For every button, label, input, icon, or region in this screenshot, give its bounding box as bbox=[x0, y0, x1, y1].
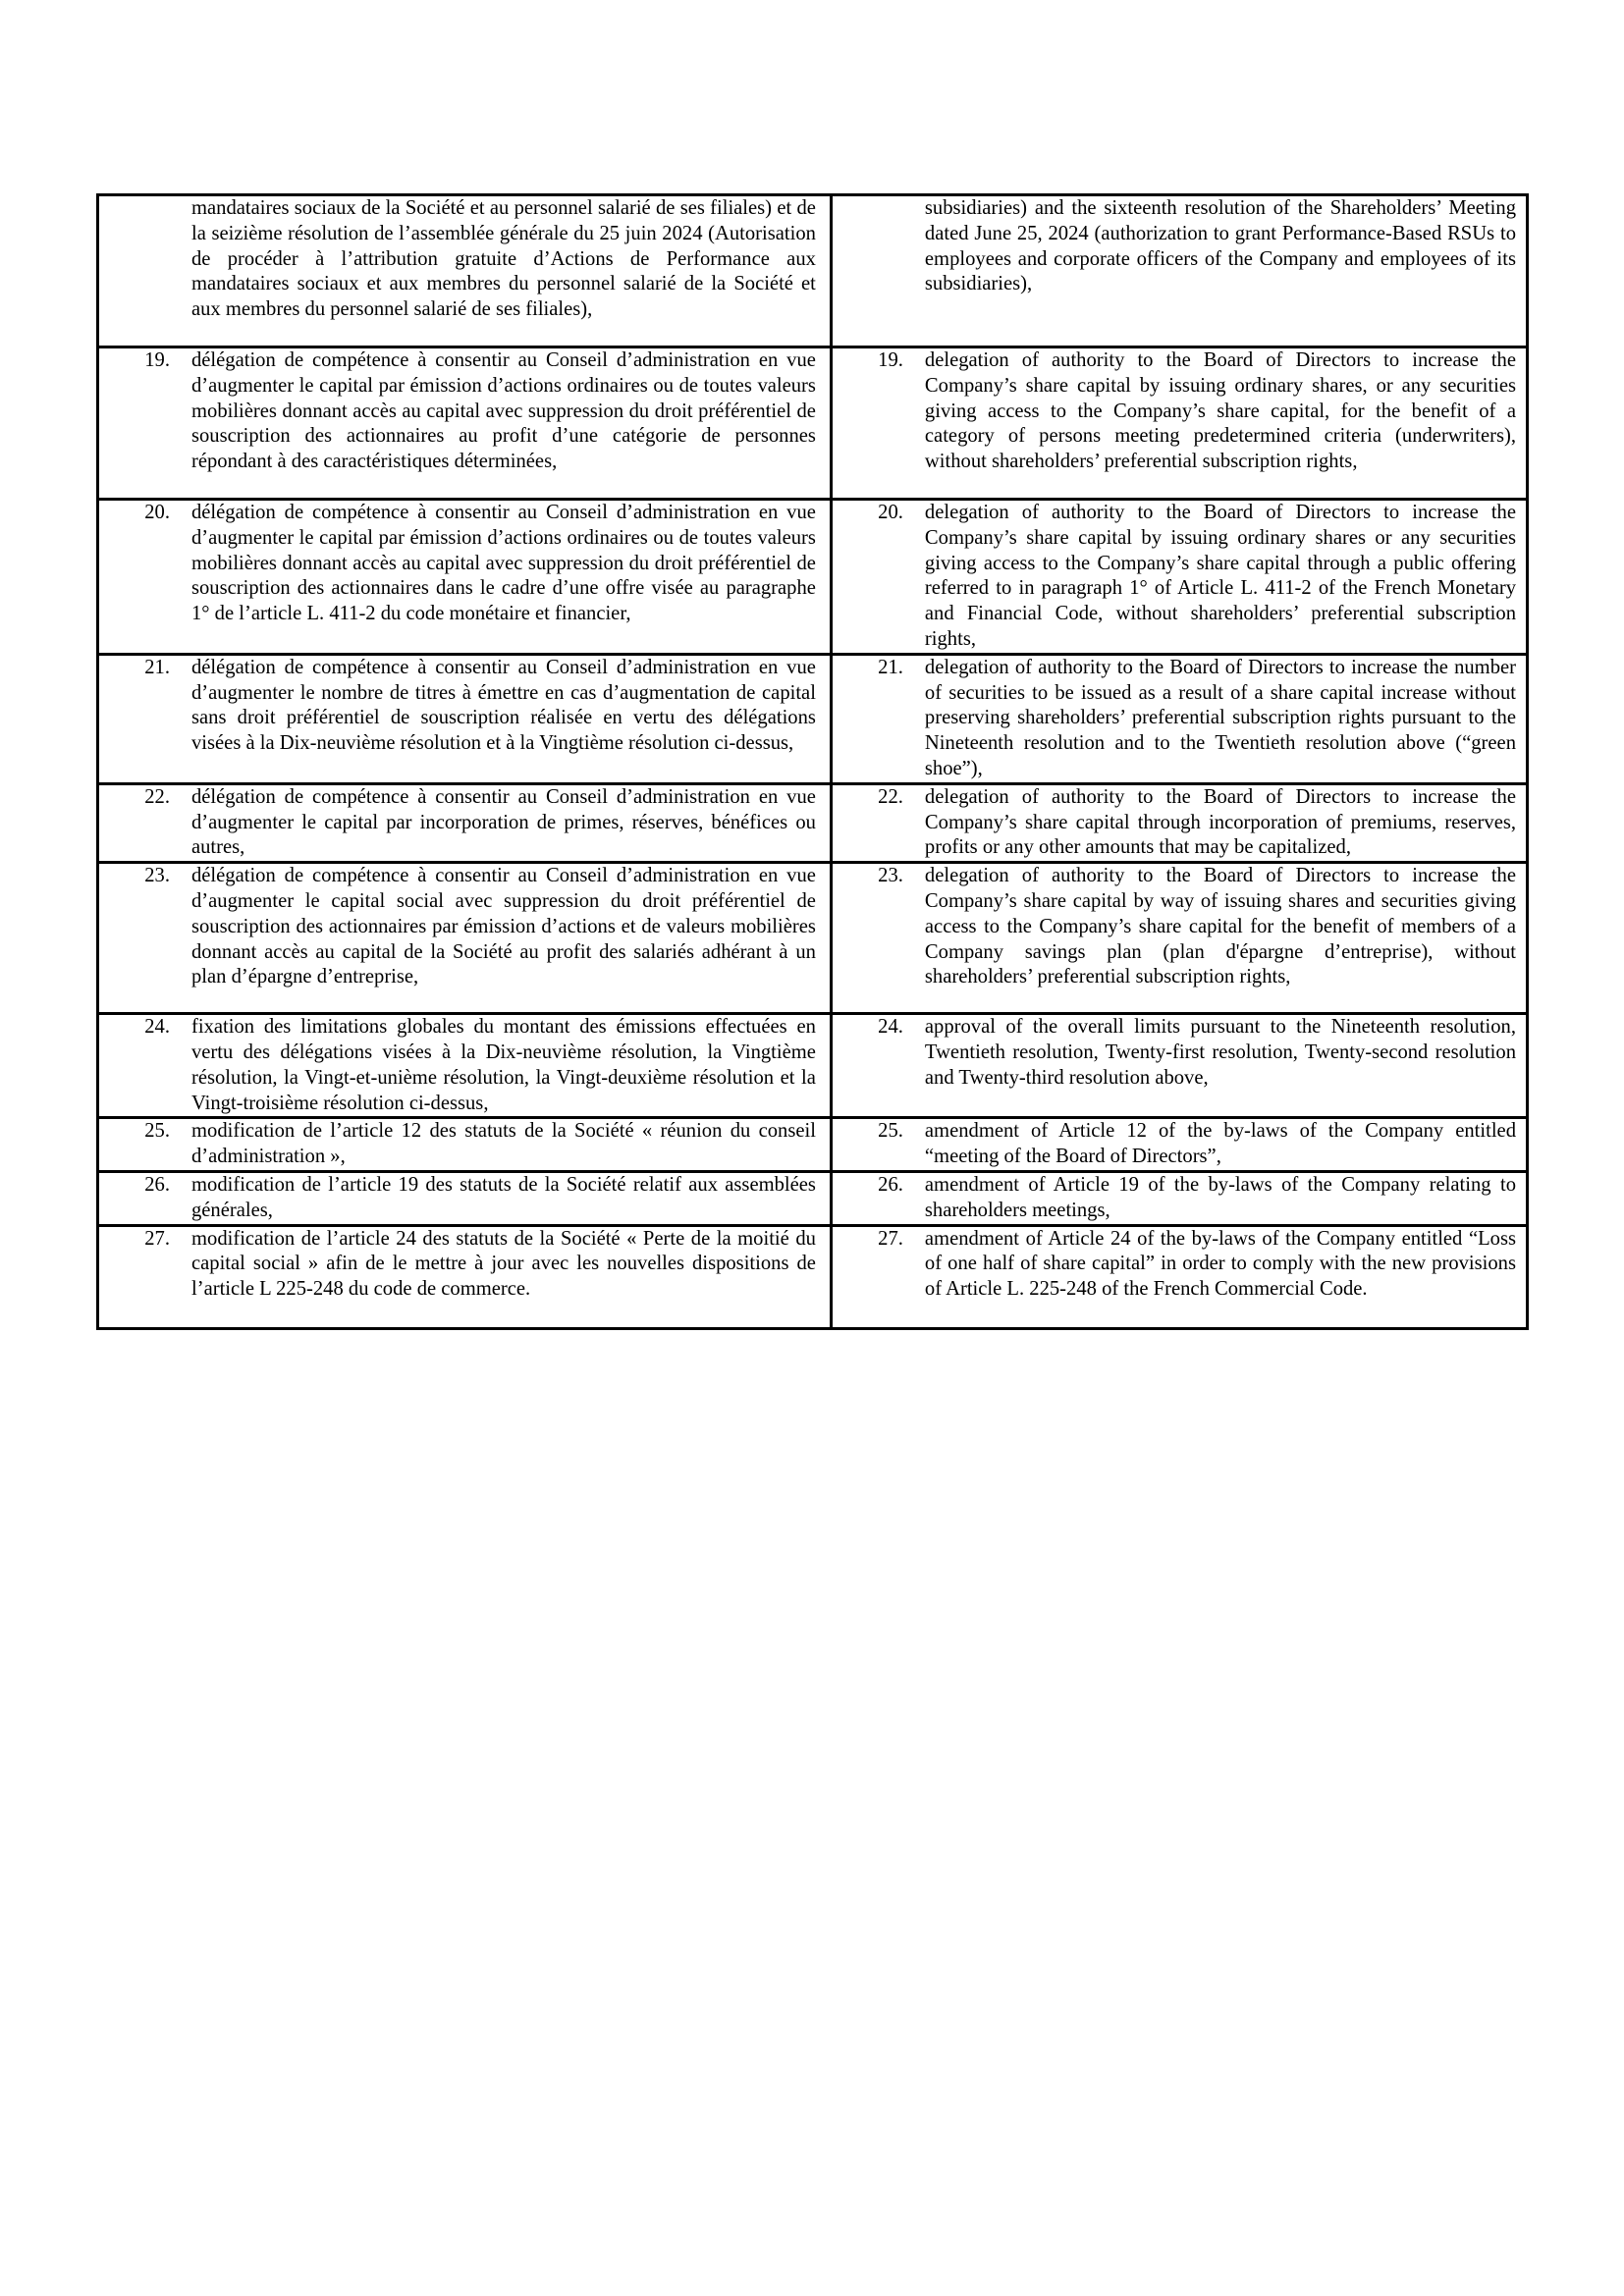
english-cell bbox=[831, 1225, 1527, 1328]
english-text: delegation of authority to the Board of Directors to increase the Company’s share capital through incorporation of premiums, reserves, profits or any other amounts that may be capitalized, bbox=[924, 785, 1516, 859]
resolution-number: 21. bbox=[878, 656, 903, 678]
french-cell bbox=[98, 1014, 832, 1118]
resolution-number: 23. bbox=[878, 865, 903, 887]
table-row bbox=[98, 1225, 1528, 1328]
resolution-number: 26. bbox=[144, 1173, 170, 1196]
french-text: délégation de compétence à consentir au Conseil d’administration en vue d’augmenter le capital par incorporation de primes, réserves, bénéfices ou autres, bbox=[191, 785, 816, 859]
resolution-number: 27. bbox=[144, 1227, 170, 1250]
french-text: modification de l’article 19 des statuts de la Société relatif aux assemblées générales, bbox=[191, 1173, 816, 1221]
table-row bbox=[98, 195, 1528, 347]
table-row bbox=[98, 863, 1528, 1014]
table-row bbox=[98, 1171, 1528, 1225]
french-cell bbox=[98, 1225, 832, 1328]
english-cell bbox=[831, 783, 1527, 862]
english-cell bbox=[831, 1118, 1527, 1172]
resolution-number: 21. bbox=[144, 656, 170, 678]
french-text: fixation des limitations globales du montant des émissions effectuées en vertu des délégations visées à la Dix-neuvième résolution, la Vingtième résolution, la Vingt-et-unième résolution, la Vingt-deuxième résolution et la Vingt-troisième résolution ci-dessus, bbox=[191, 1016, 816, 1114]
french-text: délégation de compétence à consentir au Conseil d’administration en vue d’augmenter le capital par émission d’actions ordinaires ou de toutes valeurs mobilières donnant accès au capital avec suppression du droit préférentiel de souscription des actionnaires au profit d’une catégorie de personnes répondant à des caractéristiques déterminées, bbox=[191, 349, 816, 473]
resolution-number: 20. bbox=[144, 502, 170, 523]
resolution-number bbox=[833, 196, 925, 297]
resolution-number: 23. bbox=[144, 865, 170, 887]
resolution-number: 26. bbox=[878, 1173, 903, 1196]
french-cell bbox=[98, 1118, 832, 1172]
table-row bbox=[98, 347, 1528, 500]
english-cell bbox=[831, 1014, 1527, 1118]
resolution-number: 19. bbox=[878, 349, 903, 371]
english-text: subsidiaries) and the sixteenth resolution of the Shareholders’ Meeting dated June 25, 2024 (authorization to grant Performance-Based RSUs to employees and corporate officers of the Company and employees of its subsidiaries), bbox=[924, 197, 1516, 295]
english-cell bbox=[831, 654, 1527, 783]
english-text: delegation of authority to the Board of Directors to increase the Company’s share capital by issuing ordinary shares or any securities giving access to the Company’s share capital through a public offering referred to in paragraph 1° of Article L. 411-2 of the French Monetary and Financial Code, without shareholders’ preferential subscription rights, bbox=[924, 502, 1516, 650]
french-cell bbox=[98, 347, 832, 500]
resolution-number: 22. bbox=[144, 785, 170, 808]
english-cell bbox=[831, 195, 1527, 347]
french-text: délégation de compétence à consentir au Conseil d’administration en vue d’augmenter le capital social avec suppression du droit préférentiel de souscription des actionnaires par émission d’actions et de valeurs mobilières donnant accès au capital de la Société au profit des salariés adhérant à un plan d’épargne d’entreprise, bbox=[191, 865, 816, 988]
resolution-number: 25. bbox=[878, 1120, 903, 1143]
english-text: amendment of Article 24 of the by-laws of the Company entitled “Loss of one half of share capital” in order to comply with the new provisions of Article L. 225-248 of the French Commercial Code. bbox=[924, 1227, 1516, 1301]
french-cell bbox=[98, 195, 832, 347]
resolution-number: 22. bbox=[878, 785, 903, 808]
french-text: mandataires sociaux de la Société et au personnel salarié de ses filiales) et de la seizième résolution de l’assemblée générale du 25 juin 2024 (Autorisation de procéder à l’attribution gratuite d’Actions de Performance aux mandataires sociaux et aux membres du personnel salarié de la Société et aux membres du personnel salarié de ses filiales), bbox=[191, 197, 816, 321]
resolution-number: 24. bbox=[144, 1016, 170, 1039]
resolution-number: 20. bbox=[878, 502, 903, 523]
table-row bbox=[98, 500, 1528, 655]
french-text: délégation de compétence à consentir au Conseil d’administration en vue d’augmenter le nombre de titres à émettre en cas d’augmentation de capital sans droit préférentiel de souscription réalisée en vertu des délégations visées à la Dix-neuvième résolution et à la Vingtième résolution ci-dessus, bbox=[191, 656, 816, 755]
english-cell bbox=[831, 863, 1527, 1014]
resolution-number bbox=[99, 196, 191, 323]
resolution-number: 27. bbox=[878, 1227, 903, 1250]
english-cell bbox=[831, 347, 1527, 500]
french-cell bbox=[98, 654, 832, 783]
english-cell bbox=[831, 1171, 1527, 1225]
table-row bbox=[98, 1014, 1528, 1118]
english-text: amendment of Article 19 of the by-laws of the Company relating to shareholders meetings, bbox=[924, 1173, 1516, 1221]
french-text: modification de l’article 24 des statuts de la Société « Perte de la moitié du capital social » afin de le mettre à jour avec les nouvelles dispositions de l’article L 225-248 du code de commerce. bbox=[191, 1227, 816, 1301]
english-text: delegation of authority to the Board of Directors to increase the number of securities to be issued as a result of a share capital increase without preserving shareholders’ preferential subscription rights pursuant to the Nineteenth resolution and to the Twentieth resolution above (“green shoe”), bbox=[924, 656, 1516, 779]
resolution-number: 24. bbox=[878, 1016, 903, 1039]
table-row bbox=[98, 654, 1528, 783]
french-cell bbox=[98, 783, 832, 862]
english-text: delegation of authority to the Board of Directors to increase the Company’s share capital by issuing ordinary shares, or any securities giving access to the Company’s share capital, for the benefit of a category of persons meeting predetermined criteria (underwriters), without shareholders’ preferential subscription rights, bbox=[924, 349, 1516, 473]
french-cell bbox=[98, 1171, 832, 1225]
english-cell bbox=[831, 500, 1527, 655]
resolution-number: 25. bbox=[144, 1120, 170, 1143]
resolution-number: 19. bbox=[144, 349, 170, 371]
english-text: approval of the overall limits pursuant to the Nineteenth resolution, Twentieth resolution, Twenty-first resolution, Twenty-second resolution and Twenty-third resolution above, bbox=[924, 1016, 1516, 1089]
french-cell bbox=[98, 500, 832, 655]
french-cell bbox=[98, 863, 832, 1014]
table-row bbox=[98, 1118, 1528, 1172]
french-text: modification de l’article 12 des statuts de la Société « réunion du conseil d’administration », bbox=[191, 1120, 816, 1168]
table-row bbox=[98, 783, 1528, 862]
french-text: délégation de compétence à consentir au Conseil d’administration en vue d’augmenter le capital par émission d’actions ordinaires ou de toutes valeurs mobilières donnant accès au capital avec suppression du droit préférentiel de souscription des actionnaires dans le cadre d’une offre visée au paragraphe 1° de l’article L. 411-2 du code monétaire et financier, bbox=[191, 502, 816, 625]
resolutions-table bbox=[96, 193, 1529, 1330]
english-text: amendment of Article 12 of the by-laws of the Company entitled “meeting of the Board of Directors”, bbox=[924, 1120, 1516, 1168]
english-text: delegation of authority to the Board of Directors to increase the Company’s share capital by way of issuing shares and securities giving access to the Company’s share capital for the benefit of members of a Company savings plan (plan d'épargne d’entreprise), without shareholders’ preferential subscription rights, bbox=[924, 865, 1516, 988]
